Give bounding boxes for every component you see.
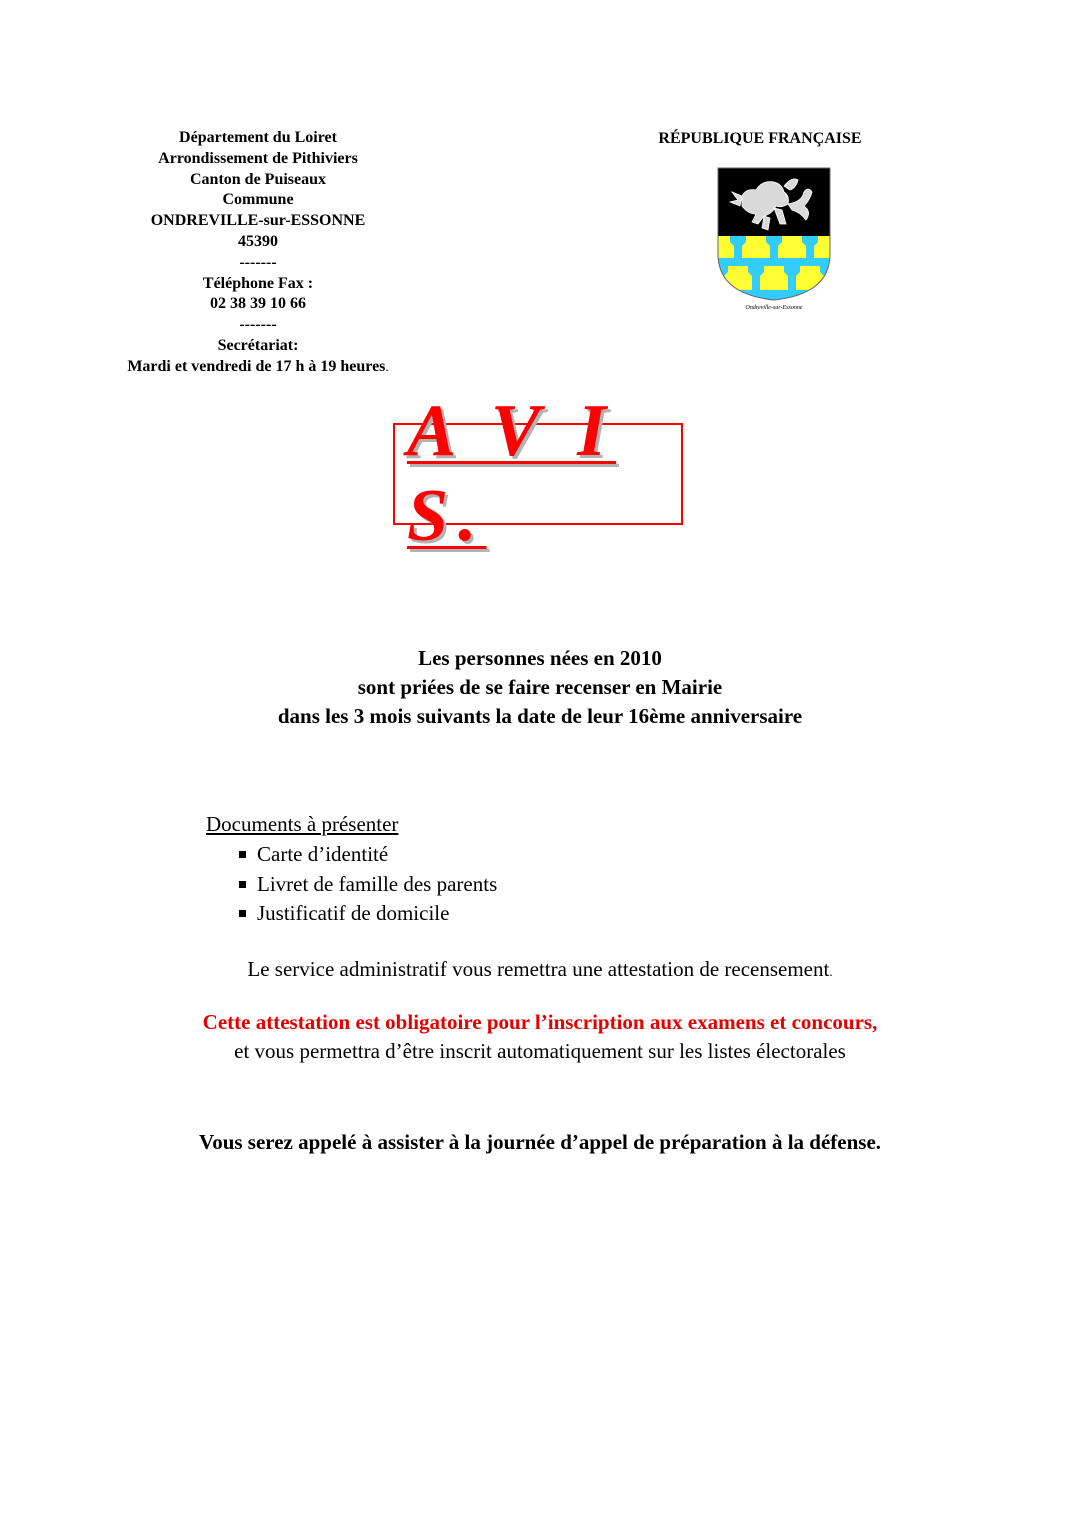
header-line-commune-label: Commune bbox=[222, 191, 294, 209]
service-paragraph bbox=[100, 957, 980, 982]
document-item-text: Livret de famille des parents bbox=[257, 871, 498, 896]
announcement bbox=[100, 644, 980, 731]
avis-title: A V I S. bbox=[407, 390, 617, 557]
obligation-warning: Cette attestation est obligatoire pour l’inscription aux examens et concours, bbox=[202, 1010, 878, 1034]
list-item bbox=[239, 840, 497, 870]
service-dot: . bbox=[829, 964, 833, 979]
list-item bbox=[239, 870, 497, 900]
header-line-secretariat-label: Secrétariat: bbox=[217, 336, 299, 354]
announcement-line: Les personnes nées en 2010 bbox=[418, 646, 662, 670]
appel-paragraph: Vous serez appelé à assister à la journée d’appel de préparation à la défense. bbox=[198, 1130, 882, 1154]
header-separator: ------- bbox=[239, 316, 277, 334]
bullet-icon bbox=[239, 881, 246, 888]
bullet-icon bbox=[239, 910, 246, 917]
document-item-text: Justificatif de domicile bbox=[257, 901, 450, 925]
commune-header bbox=[110, 128, 406, 378]
announcement-line: sont priées de se faire recenser en Mairie bbox=[357, 675, 723, 699]
coat-of-arms bbox=[712, 166, 836, 316]
avis-banner bbox=[393, 390, 683, 557]
header-line-phone-label: Téléphone Fax : bbox=[202, 274, 314, 292]
documents-heading: Documents à présenter bbox=[206, 812, 399, 836]
header-line-arrondissement: Arrondissement de Pithiviers bbox=[158, 149, 358, 167]
service-text: Le service administratif vous remettra une attestation de recensement bbox=[247, 957, 830, 981]
crest-caption: Ondreville-sur-Essonne bbox=[745, 305, 803, 311]
header-line-hours bbox=[110, 357, 406, 378]
header-line-phone-number: 02 38 39 10 66 bbox=[210, 295, 306, 313]
announcement-line: dans les 3 mois suivants la date de leur 16ème anniversaire bbox=[277, 704, 803, 728]
header-line-postcode: 45390 bbox=[238, 232, 278, 250]
bullet-icon bbox=[239, 851, 246, 858]
document-item-text: Carte d’identité bbox=[257, 842, 389, 866]
header-line-commune-name: ONDREVILLE-sur-ESSONNE bbox=[150, 212, 366, 230]
documents-list bbox=[239, 840, 497, 929]
crest-icon bbox=[712, 166, 836, 302]
republic-title: RÉPUBLIQUE FRANÇAISE bbox=[658, 130, 862, 147]
list-item bbox=[239, 899, 497, 929]
header-line-departement: Département du Loiret bbox=[179, 129, 337, 146]
obligation-paragraph bbox=[80, 1008, 1000, 1066]
hours-text: Mardi et vendredi de 17 h à 19 heures bbox=[127, 357, 386, 375]
header-separator: ------- bbox=[239, 253, 277, 271]
obligation-detail: et vous permettra d’être inscrit automatiquement sur les listes électorales bbox=[234, 1039, 846, 1063]
hours-dot: . bbox=[385, 358, 389, 374]
header-line-canton: Canton de Puiseaux bbox=[189, 170, 327, 188]
